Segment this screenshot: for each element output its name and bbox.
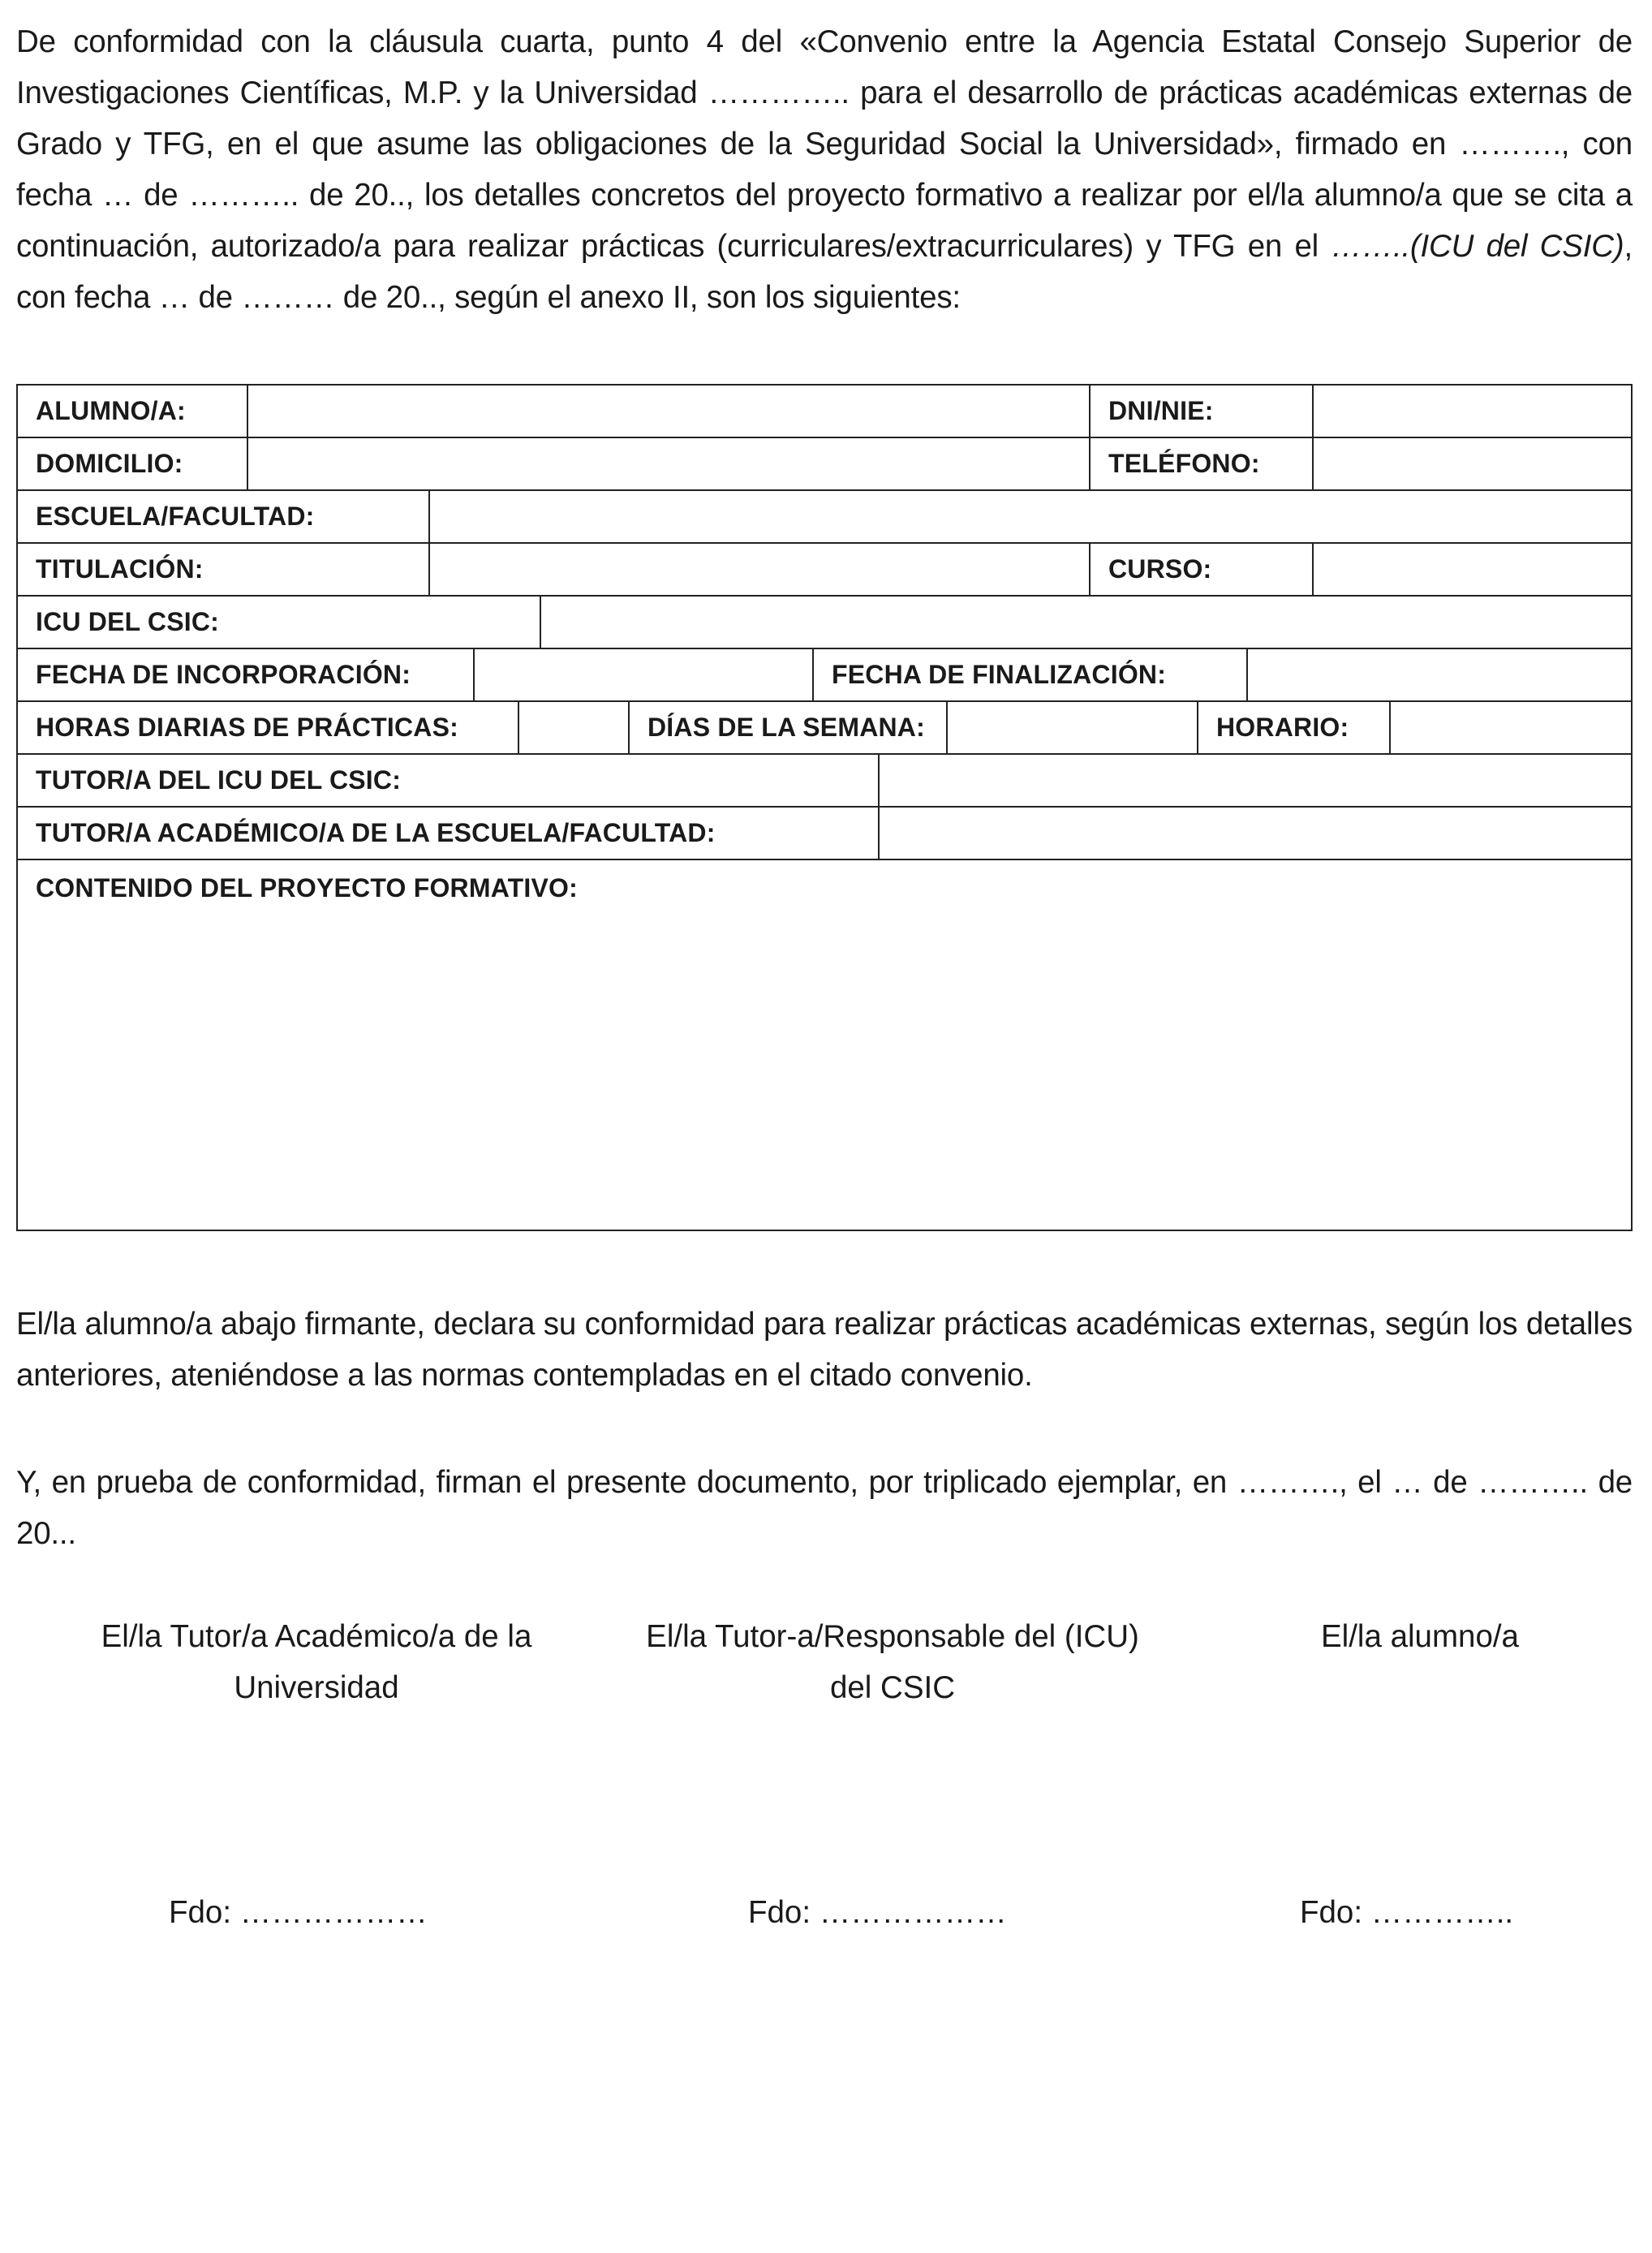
label-curso: CURSO: <box>1091 544 1314 595</box>
signature-alumno <box>1250 1611 1590 1662</box>
field-alumno[interactable] <box>248 386 1091 437</box>
field-telefono[interactable] <box>1314 438 1631 489</box>
field-dni[interactable] <box>1314 386 1631 437</box>
label-escuela: ESCUELA/FACULTAD: <box>18 491 430 542</box>
form-row-fechas <box>18 649 1631 702</box>
field-horas[interactable] <box>519 702 630 753</box>
intro-text-1: De conformidad con la cláusula cuarta, punto 4 del «Convenio entre la Agencia Estatal Consejo Superior de Investigaciones Científicas, M.P. y la Universidad ………….. para el desarrollo de prácticas académicas externas de Grado y TFG, en el que asume las obligaciones de la Seguridad Social la Universidad», firmado en ………., con fecha … de ……….. de 20.., los detalles concretos del proyecto formativo a realizar por el/la alumno/a que se cita a continuación, autorizado/a para realizar prácticas (curriculares/extracurriculares) y TFG en el <box>16 24 1633 264</box>
field-fecha-finalizacion[interactable] <box>1248 649 1631 700</box>
signature-tutor-responsable-line1: El/la Tutor-a/Responsable del (ICU) <box>646 1619 1139 1654</box>
form-row-titulacion <box>18 544 1631 597</box>
proof-paragraph: Y, en prueba de conformidad, firman el presente documento, por triplicado ejemplar, en ………., el … de ……….. de 20... <box>16 1465 1633 1551</box>
signature-alumno-line1: El/la alumno/a <box>1321 1619 1519 1654</box>
form-row-tutor-icu <box>18 755 1631 808</box>
signature-tutor-academico-line2: Universidad <box>234 1670 399 1705</box>
label-titulacion: TITULACIÓN: <box>18 544 430 595</box>
intro-paragraph <box>16 16 1633 323</box>
label-tutor-icu: TUTOR/A DEL ICU DEL CSIC: <box>18 755 880 806</box>
field-domicilio[interactable] <box>248 438 1091 489</box>
signature-tutor-academico-line1: El/la Tutor/a Académico/a de la <box>101 1619 532 1654</box>
field-titulacion[interactable] <box>430 544 1091 595</box>
signature-tutor-responsable <box>617 1611 1168 1713</box>
form-row-icu <box>18 597 1631 649</box>
field-horario[interactable] <box>1391 702 1631 753</box>
label-dni: DNI/NIE: <box>1091 386 1314 437</box>
label-fecha-incorporacion: FECHA DE INCORPORACIÓN: <box>18 649 475 700</box>
fdo-alumno[interactable]: Fdo: ………….. <box>1300 1895 1514 1930</box>
form-row-horas <box>18 702 1631 755</box>
label-fecha-finalizacion: FECHA DE FINALIZACIÓN: <box>814 649 1248 700</box>
intro-italic: ……..(ICU del CSIC) <box>1331 229 1624 264</box>
form-row-tutor-academico <box>18 808 1631 860</box>
form-row-contenido[interactable] <box>18 860 1631 1230</box>
declaration-paragraph: El/la alumno/a abajo firmante, declara su conformidad para realizar prácticas académicas externas, según los detalles anteriores, ateniéndose a las normas contempladas en el citado convenio. <box>16 1307 1633 1393</box>
field-tutor-icu[interactable] <box>880 755 1631 806</box>
field-fecha-incorporacion[interactable] <box>475 649 814 700</box>
field-curso[interactable] <box>1314 544 1631 595</box>
intro-text-2: , con fecha … de ……… de 20.., según el anexo II, son los siguientes: <box>16 229 1633 315</box>
fdo-tutor-academico[interactable]: Fdo: ……………… <box>169 1895 428 1930</box>
label-horas: HORAS DIARIAS DE PRÁCTICAS: <box>18 702 519 753</box>
field-tutor-academico[interactable] <box>880 808 1631 859</box>
form-row-domicilio <box>18 438 1631 491</box>
field-icu[interactable] <box>541 597 1631 648</box>
label-dias: DÍAS DE LA SEMANA: <box>630 702 948 753</box>
label-contenido: CONTENIDO DEL PROYECTO FORMATIVO: <box>36 873 578 902</box>
field-dias[interactable] <box>948 702 1198 753</box>
form-row-escuela <box>18 491 1631 544</box>
label-icu: ICU DEL CSIC: <box>18 597 541 648</box>
label-horario: HORARIO: <box>1198 702 1391 753</box>
field-escuela[interactable] <box>430 491 1631 542</box>
label-telefono: TELÉFONO: <box>1091 438 1314 489</box>
signature-tutor-academico <box>65 1611 568 1713</box>
student-form-table <box>16 384 1633 1231</box>
label-tutor-academico: TUTOR/A ACADÉMICO/A DE LA ESCUELA/FACULTAD: <box>18 808 880 859</box>
fdo-tutor-responsable[interactable]: Fdo: ……………… <box>748 1895 1007 1930</box>
label-alumno: ALUMNO/A: <box>18 386 248 437</box>
signature-tutor-responsable-line2: del CSIC <box>829 1670 956 1705</box>
form-row-alumno <box>18 386 1631 438</box>
label-domicilio: DOMICILIO: <box>18 438 248 489</box>
